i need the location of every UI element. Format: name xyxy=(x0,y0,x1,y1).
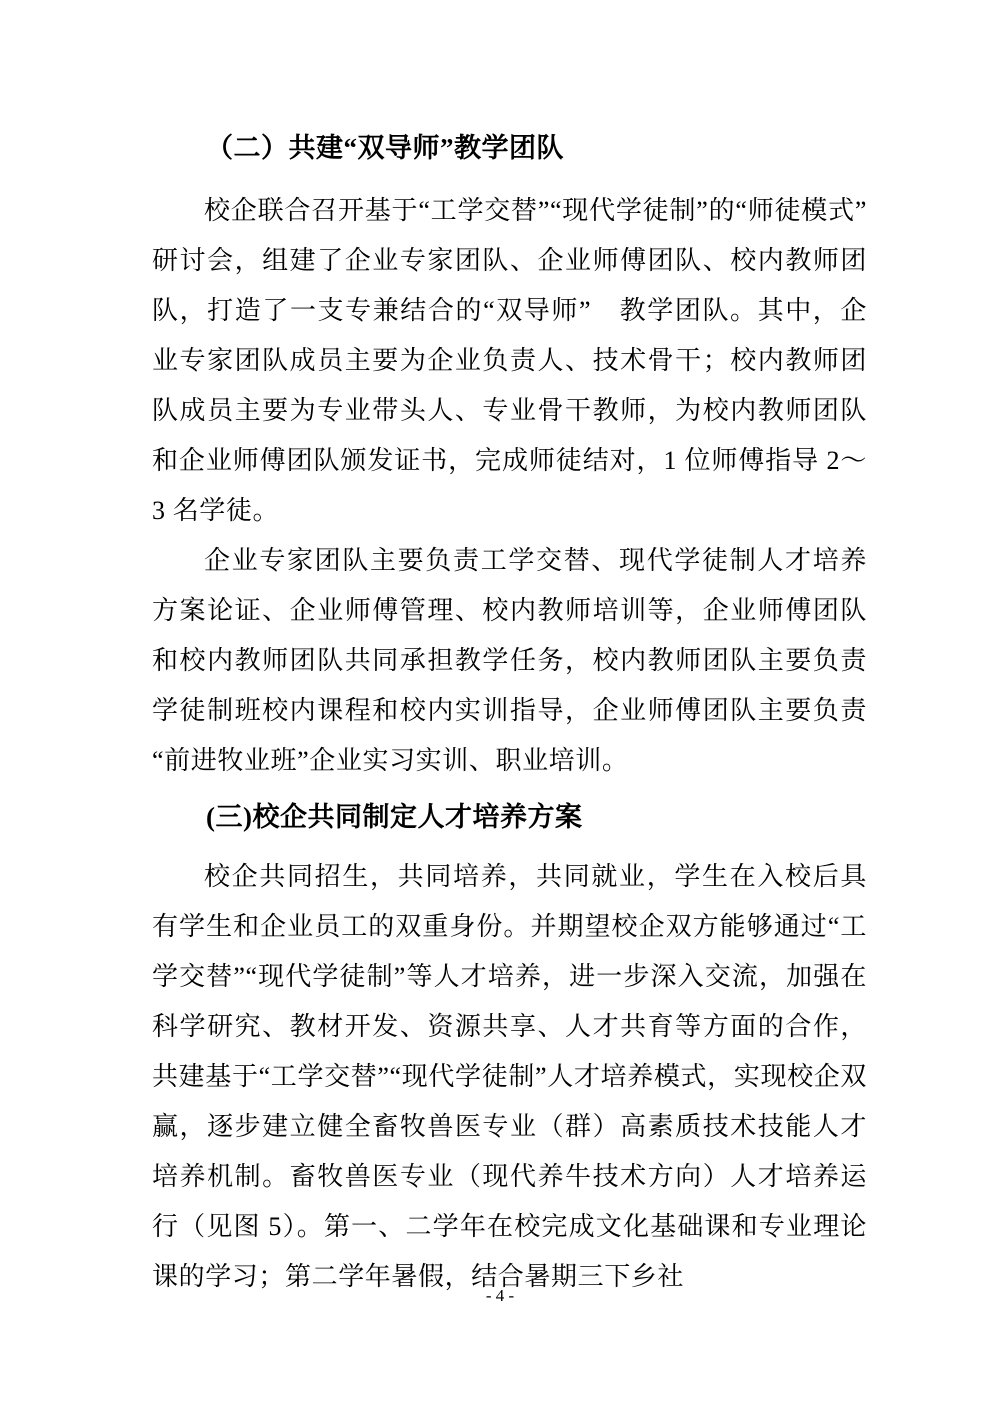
section-heading-dual-mentor-team: （二）共建“双导师”教学团队 xyxy=(206,133,564,163)
paragraph-team-formation: 校企联合召开基于“工学交替”“现代学徒制”的“师徒模式”研讨会，组建了企业专家团队、企业师傅团队、校内教师团队，打造了一支专兼结合的“双导师” 教学团队。其中，企业专家团队成员主要为企业负责人、技术骨干；校内教师团队成员主要为专业带头人、专业骨干教师，为校内教师团队和企业师傅团队颁发证书，完成师徒结对，1 位师傅指导 2～3 名学徒。 xyxy=(152,196,867,525)
page-number: - 4 - xyxy=(485,1286,515,1305)
paragraph-joint-training: 校企共同招生，共同培养，共同就业，学生在入校后具有学生和企业员工的双重身份。并期望校企双方能够通过“工学交替”“现代学徒制”等人才培养，进一步深入交流，加强在科学研究、教材开发、资源共享、人才共育等方面的合作，共建基于“工学交替”“现代学徒制”人才培养模式，实现校企双赢，逐步建立健全畜牧兽医专业（群）高素质技术技能人才培养机制。畜牧兽医专业（现代养牛技术方向）人才培养运行（见图 5）。第一、二学年在校完成文化基础课和专业理论课的学习；第二学年暑假，结合暑期三下乡社 xyxy=(152,862,867,1291)
document-body xyxy=(152,123,867,1302)
paragraph-team-responsibilities: 企业专家团队主要负责工学交替、现代学徒制人才培养方案论证、企业师傅管理、校内教师培训等，企业师傅团队和校内教师团队共同承担教学任务，校内教师团队主要负责学徒制班校内课程和校内实训指导，企业师傅团队主要负责“前进牧业班”企业实习实训、职业培训。 xyxy=(152,546,867,775)
section-heading-joint-talent-plan: (三)校企共同制定人才培养方案 xyxy=(206,802,583,832)
